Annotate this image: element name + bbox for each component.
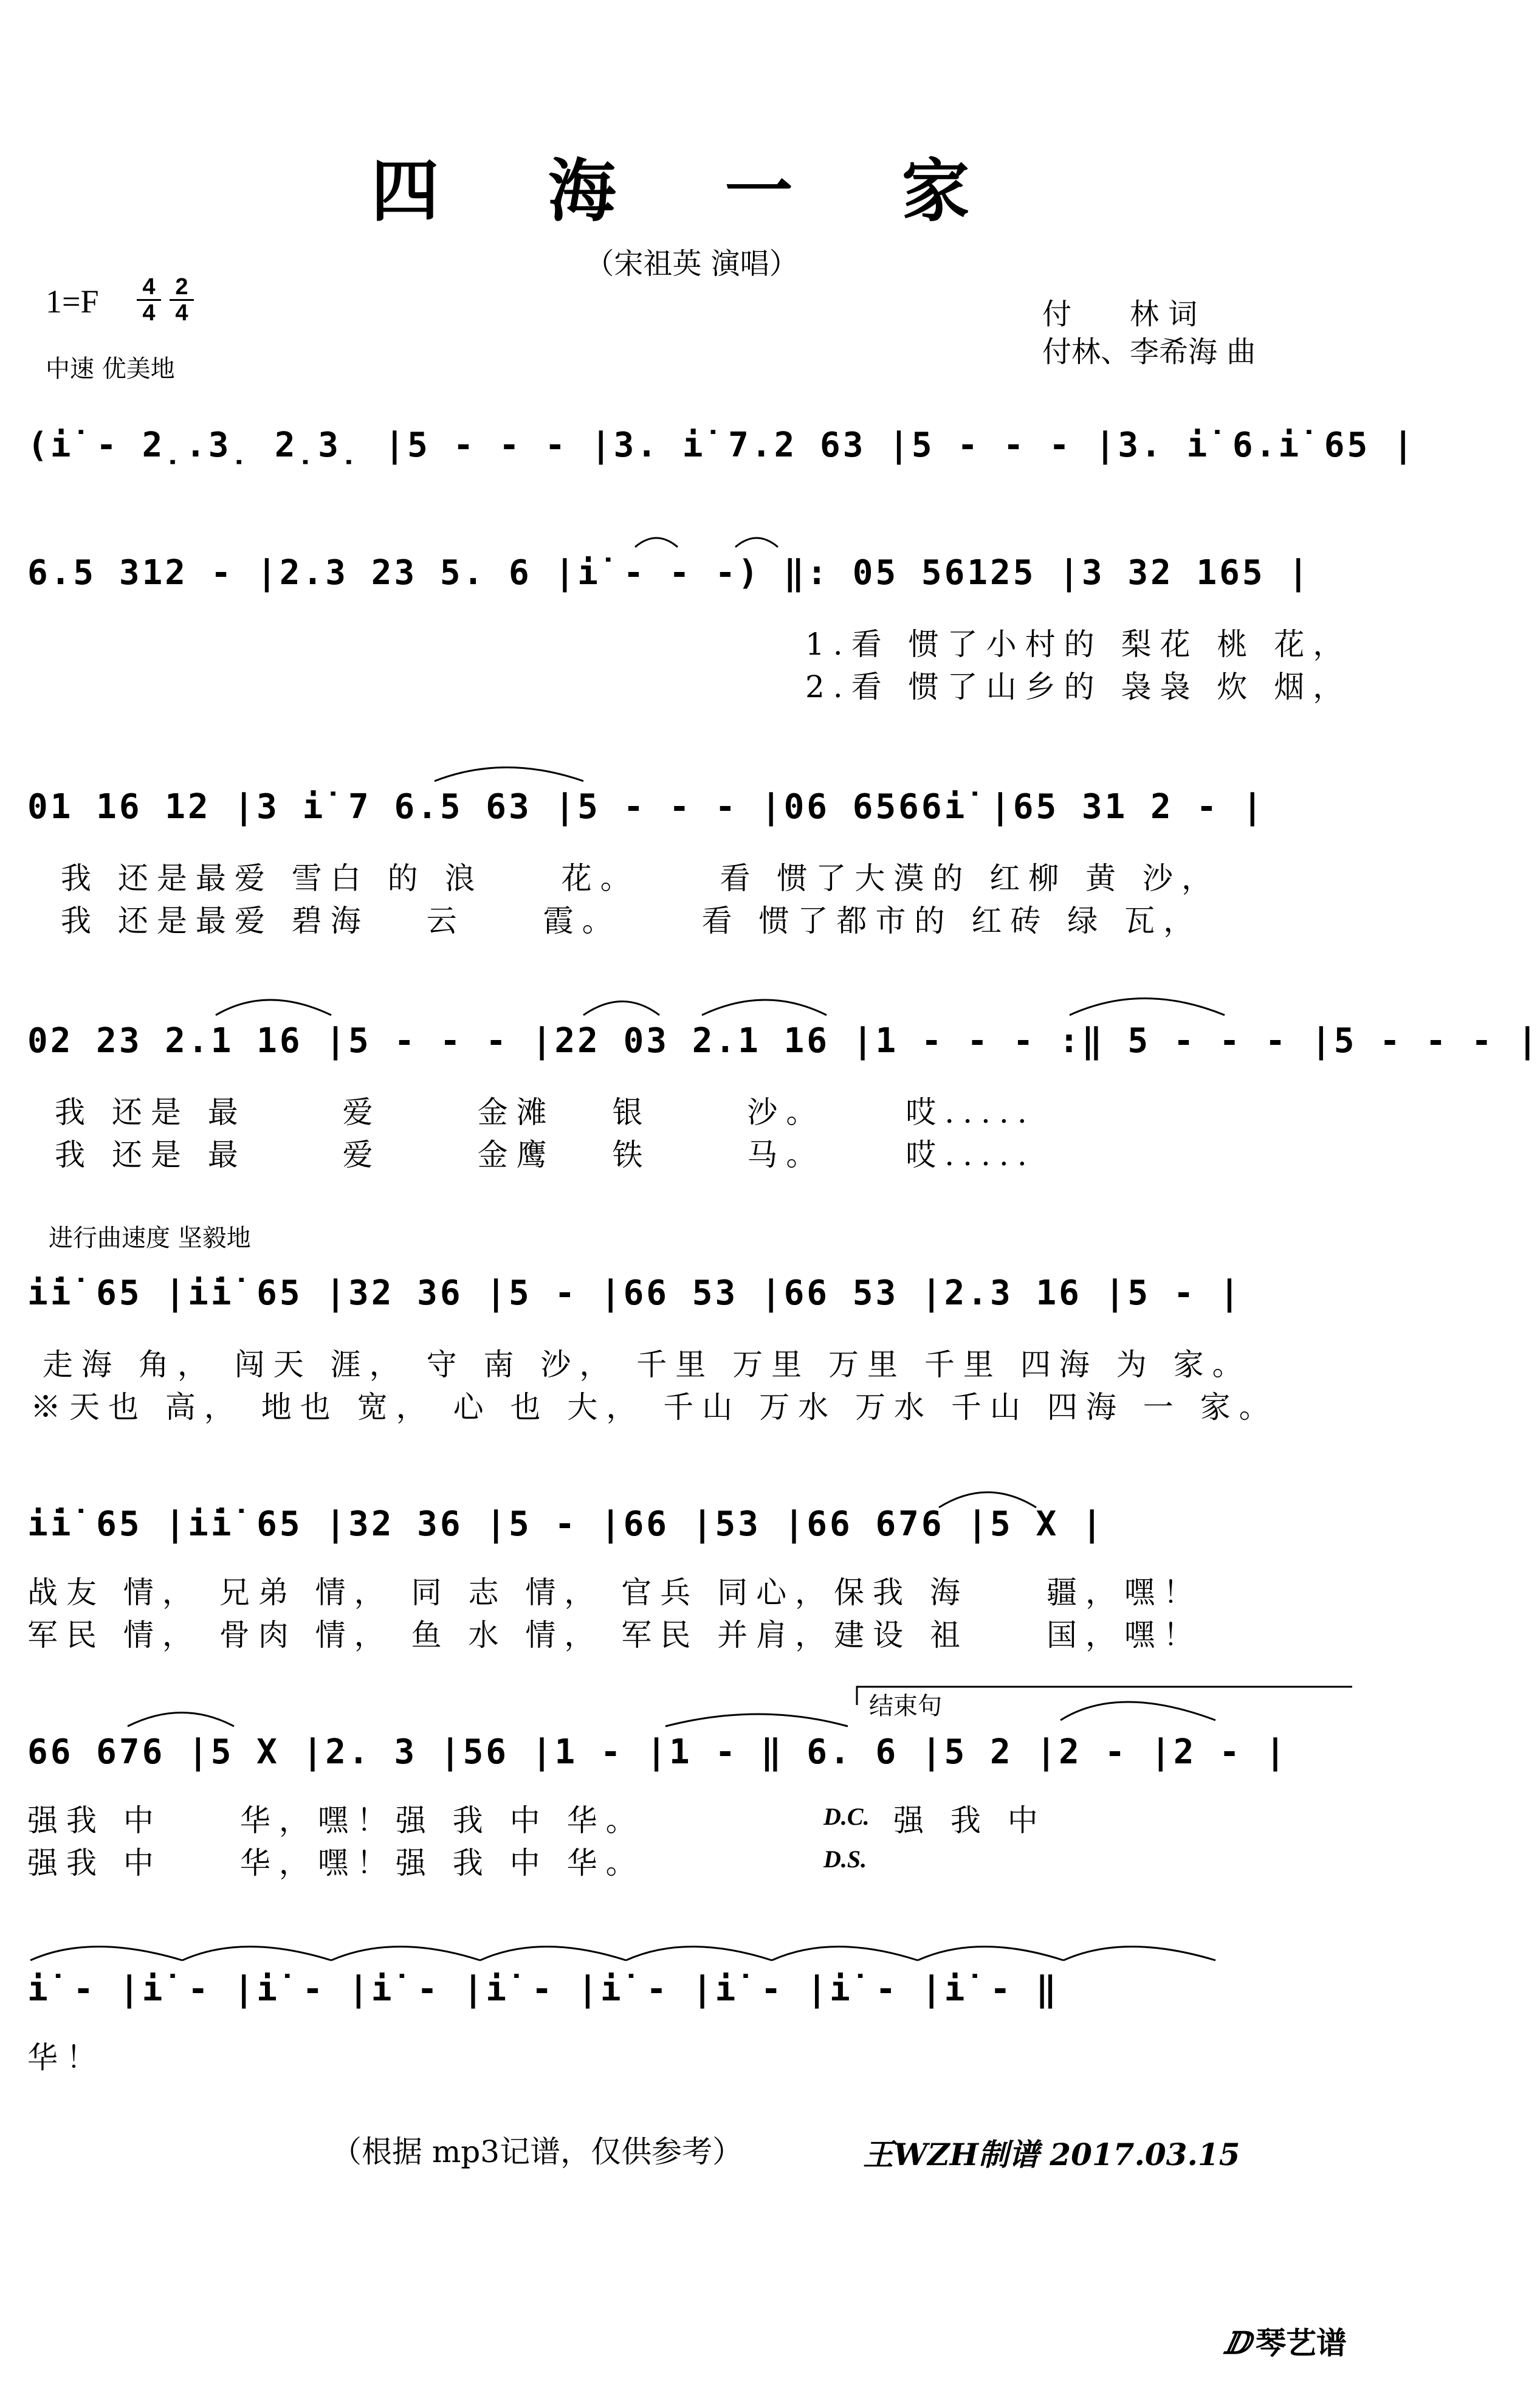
notation-line-1: (i̇ - 2̣.3̣ 2̣3̣ |5 - - - |3. i̇ 7.2 63 |5 - - - |3. i̇ 6.i̇ 65 | [27,425,1416,465]
ending-label: 结束句 [869,1692,942,1720]
slur-1 [635,538,678,547]
meter-a-bottom: 4 [142,300,156,326]
lyric-line-8: 华！ [27,2040,105,2075]
dc-lyric: 强 我 中 [893,1803,1047,1838]
lyric-line-5-verse-2: ※天也 高， 地也 宽， 心 也 大， 千山 万水 万水 千山 四海 一 家。 [30,1390,1278,1425]
notation-line-3: 01 16 12 |3 i̇ 7 6.5 63 |5 - - - |06 6566i̇ |65 31 2 - | [27,787,1265,827]
notation-line-6: i̇i̇ 65 |i̇i̇ 65 |32 36 |5 - |66 |53 |66 676 |5 X | [27,1504,1105,1544]
dc-marking: D.C. [823,1803,870,1830]
section-marking: 进行曲速度 坚毅地 [49,1224,251,1252]
lyric-line-2-verse-2: 2.看 惯了山乡的 袅袅 炊 烟， [805,669,1352,704]
tempo-marking: 中速 优美地 [46,355,175,383]
lyricist-credit: 付 林 词 [1042,297,1198,331]
lyric-line-7-verse-2: 强我 中 华，嘿！强 我 中 华。 [27,1845,645,1881]
slur-11 [1060,1702,1215,1720]
lyric-line-4-verse-2: 我 还是 最 爱 金鹰 铁 马。 哎..... [55,1137,1036,1173]
lyric-line-2-verse-1: 1.看 惯了小村的 梨花 桃 花， [805,627,1352,662]
lyric-line-3-verse-2: 我 还是最爱 碧海 云 霞。 看 惯了都市的 红砖 绿 瓦， [61,903,1203,939]
transcription-note: （根据 mp3记谱，仅供参考） [331,2134,743,2169]
notation-line-4: 02 23 2.1 16 |5 - - - |22 03 2.1 16 |1 - - - :‖ 5 - - - |5 - - - | [27,1021,1540,1061]
lyric-line-7-verse-1: 强我 中 华，嘿！强 我 中 华。 [27,1803,645,1838]
transcriber-signature: 王WZH制谱 2017.03.15 [863,2137,1240,2172]
notation-line-7: 66 676 |5 X |2. 3 |56 |1 - |1 - ‖ 6. 6 |5 2 |2 - |2 - | [27,1732,1288,1772]
ending-bracket [857,1687,1352,1705]
meter-b-top: 2 [170,275,194,301]
notation-line-8: i̇ - |i̇ - |i̇ - |i̇ - |i̇ - |i̇ - |i̇ - |i̇ - |i̇ - ‖ [27,1969,1059,2009]
slur-8 [939,1492,1036,1507]
meter-a-top: 4 [137,275,161,301]
tie-row [30,1947,1215,1961]
slur-3 [435,768,583,782]
slur-10 [665,1714,848,1726]
lyric-line-3-verse-1: 我 还是最爱 雪白 的 浪 花。 看 惯了大漠的 红柳 黄 沙， [61,861,1221,896]
song-title: 四 海 一 家 [371,151,1012,231]
singer-credit: （宋祖英 演唱） [585,247,799,281]
lyric-line-4-verse-1: 我 还是 最 爱 金滩 银 沙。 哎..... [55,1095,1036,1130]
slur-5 [583,1002,659,1016]
slur-6 [702,1000,827,1015]
slur-4 [216,1000,331,1015]
logo-icon: ⅅ [1224,2325,1251,2361]
composer-credit: 付林、李希海 曲 [1042,335,1256,369]
meter-b-bottom: 4 [175,300,188,326]
lyric-line-6-verse-1: 战友 情， 兄弟 情， 同 志 情， 官兵 同心，保我 海 疆，嘿！ [27,1575,1203,1610]
logo-text: 琴艺谱 [1256,2326,1347,2361]
key-signature: 1=F [46,283,99,320]
ds-marking: D.S. [823,1845,867,1873]
lyric-line-6-verse-2: 军民 情， 骨肉 情， 鱼 水 情， 军民 并肩，建设 祖 国，嘿！ [27,1617,1203,1653]
slur-7 [1070,999,1225,1016]
slur-2 [735,538,778,547]
notation-line-2: 6.5 312 - |2.3 23 5. 6 |i̇ - - -) ‖: 05 56125 |3 32 165 | [27,553,1311,593]
lyric-line-5-verse-1: 走海 角， 闯天 涯， 守 南 沙， 千里 万里 万里 千里 四海 为 家。 [43,1347,1251,1382]
slur-9 [128,1713,234,1727]
notation-line-5: i̇i̇ 65 |i̇i̇ 65 |32 36 |5 - |66 53 |66 53 |2.3 16 |5 - | [27,1273,1242,1313]
